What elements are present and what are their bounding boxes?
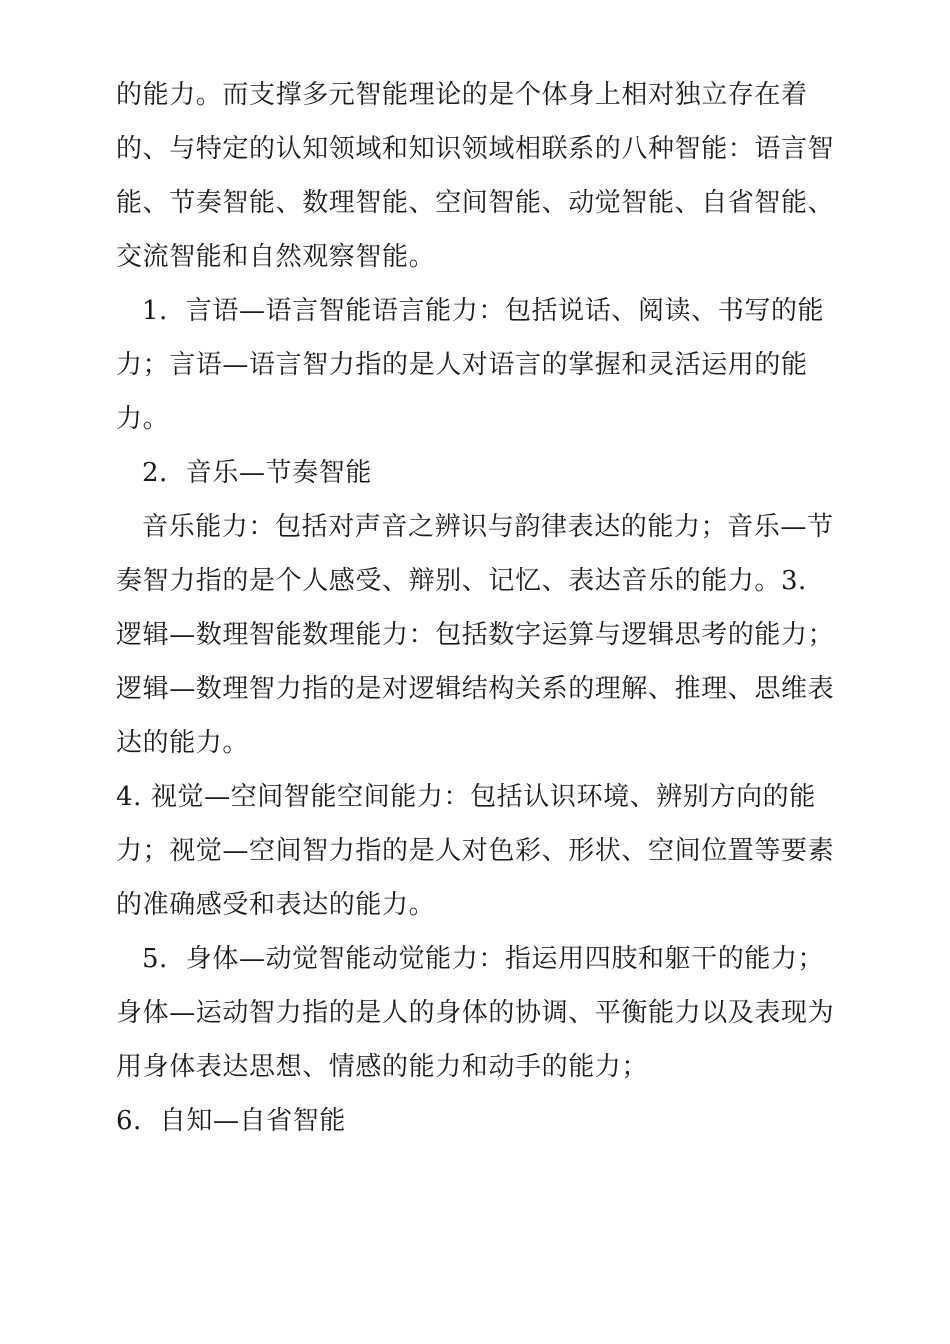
- paragraph-intro: 的能力。而支撑多元智能理论的是个体身上相对独立存在着的、与特定的认知领域和知识领域相联系的八种智能：语言智能、节奏智能、数理智能、空间智能、动觉智能、自省智能、交流智能和自然观察智能。: [116, 80, 835, 272]
- paragraph-item-5-bodily: 5．身体—动觉智能动觉能力：指运用四肢和躯干的能力；身体—运动智力指的是人的身体的协调、平衡能力以及表现为用身体表达思想、情感的能力和动手的能力；: [116, 944, 835, 1082]
- paragraph-item-1-linguistic: 1．言语—语言智能语言能力：包括说话、阅读、书写的能力；言语—语言智力指的是人对语言的掌握和灵活运用的能力。: [116, 296, 825, 434]
- paragraph-item-6-heading: 6．自知—自省智能: [116, 1106, 346, 1136]
- paragraph-item-2-3-music-logic: 音乐能力：包括对声音之辨识与韵律表达的能力；音乐—节奏智力指的是个人感受、辩别、记忆、表达音乐的能力。3．逻辑—数理智能数理能力：包括数字运算与逻辑思考的能力；逻辑—数理智力指的是对逻辑结构关系的理解、推理、思维表达的能力。: [116, 512, 835, 758]
- body-text: [116, 68, 846, 1148]
- paragraph-item-4-spatial: 4. 视觉—空间智能空间能力：包括认识环境、辨别方向的能力；视觉—空间智力指的是人对色彩、形状、空间位置等要素的准确感受和表达的能力。: [116, 782, 835, 920]
- paragraph-item-2-heading: 2．音乐—节奏智能: [142, 458, 372, 488]
